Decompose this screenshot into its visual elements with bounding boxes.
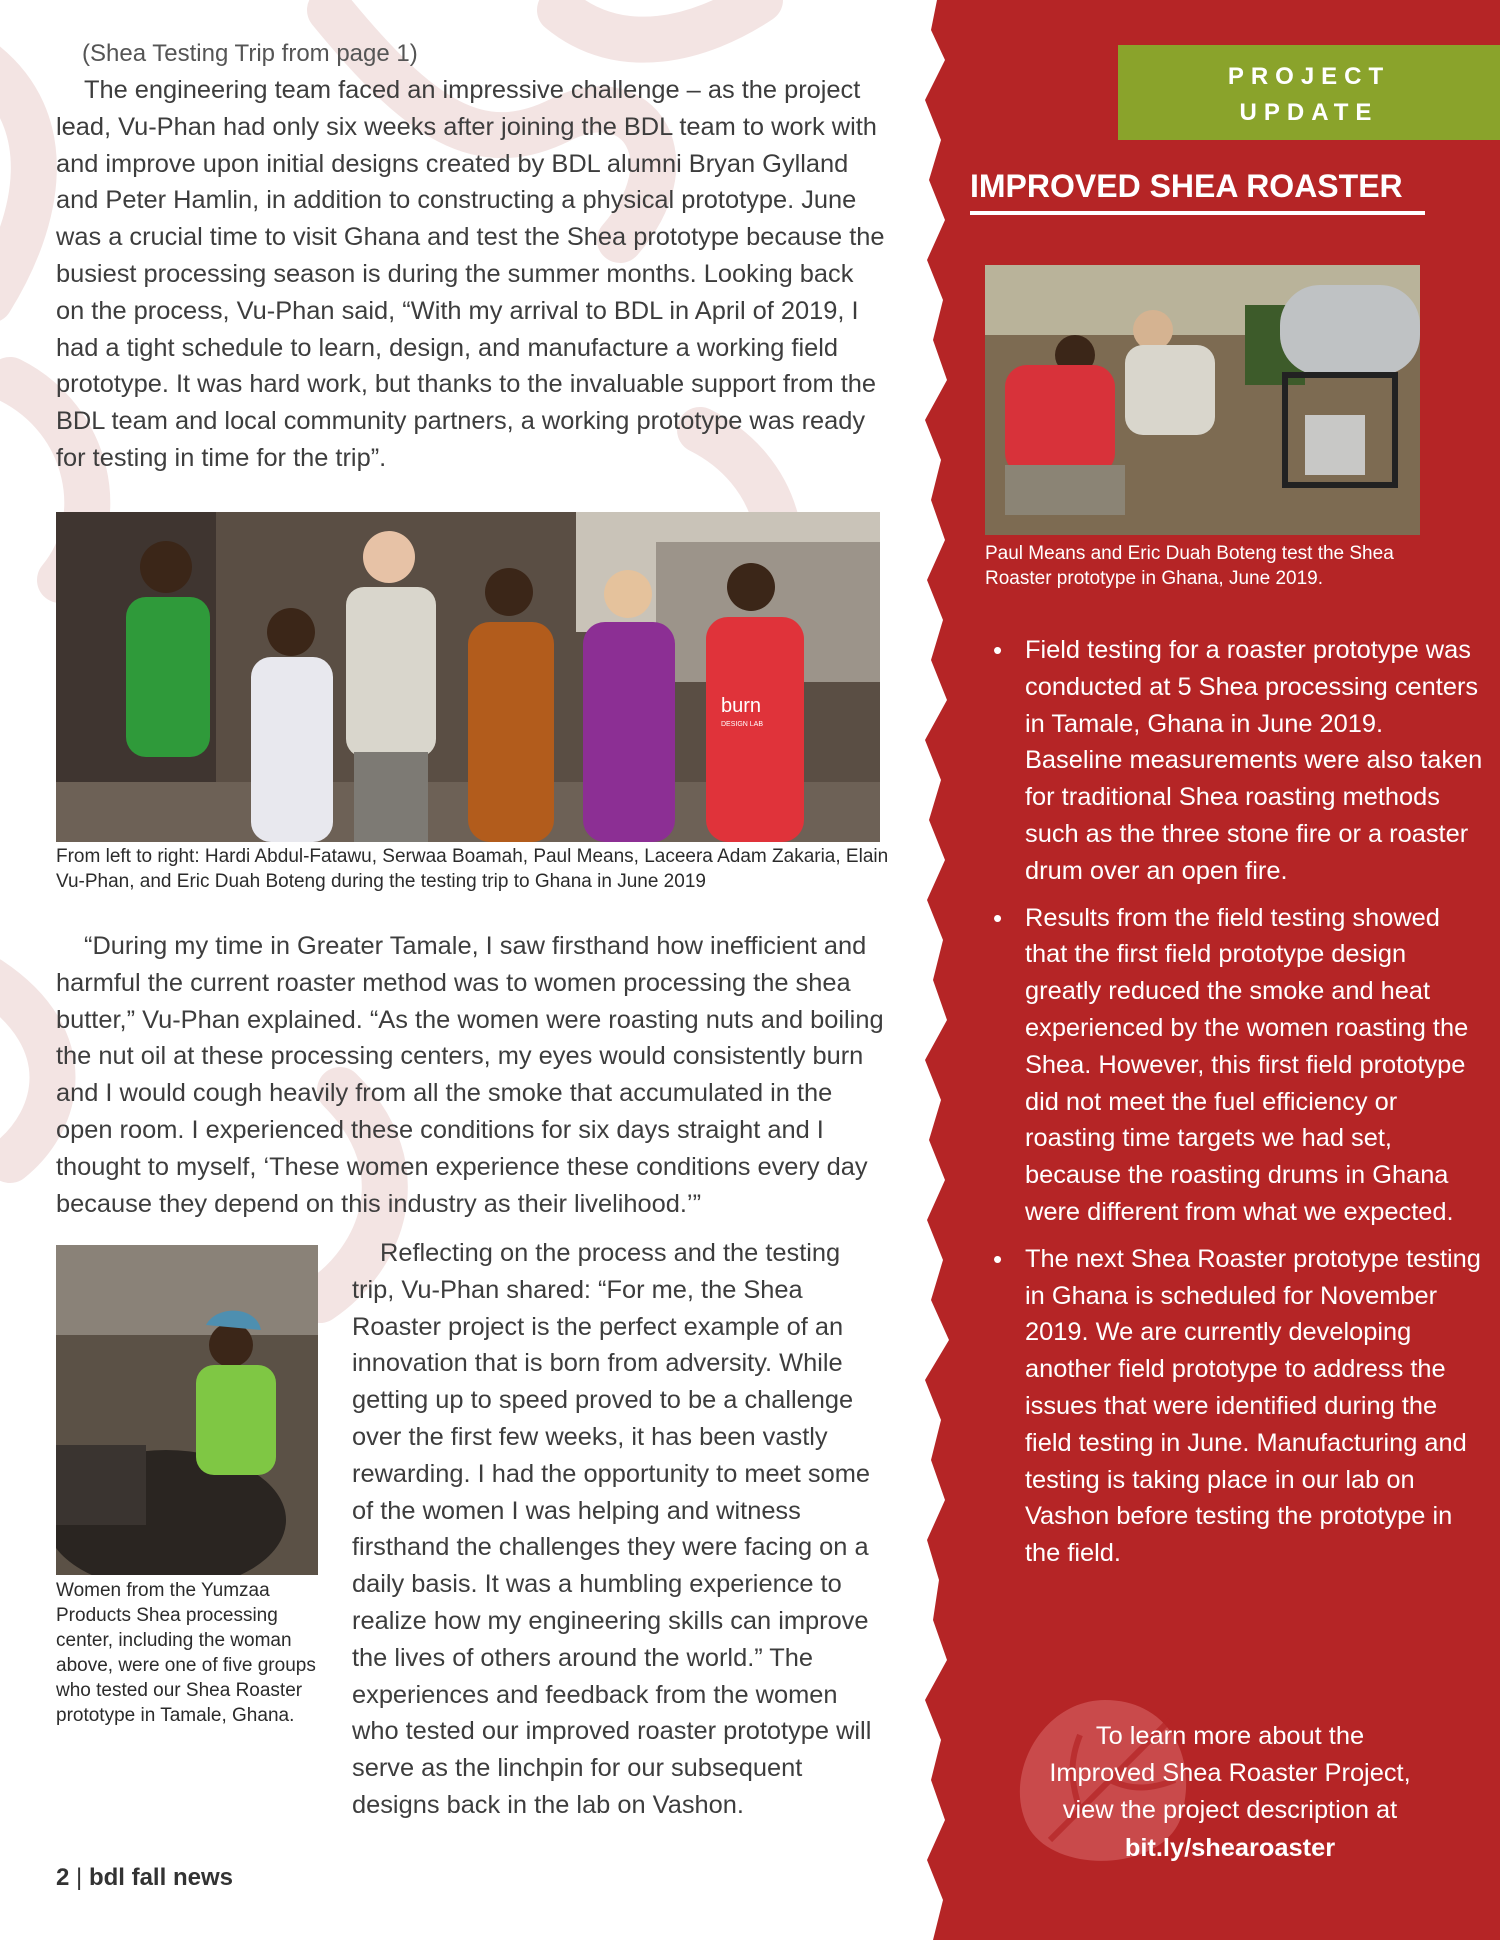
woman-photo-caption: Women from the Yumzaa Products Shea processing center, including the woman above, were one of five groups who tested our Shea Roaster prototype in Tamale, Ghana. (56, 1580, 316, 1726)
group-photo-caption: From left to right: Hardi Abdul-Fatawu, Serwaa Boamah, Paul Means, Laceera Adam Zakaria, Elain Vu-Phan, and Eric Duah Boteng during the testing trip to Ghana in June 2019 (56, 846, 889, 892)
update-bullet-list (985, 632, 1485, 1582)
roaster-test-photo (985, 265, 1420, 535)
bullet-item: • Field testing for a roaster prototype was conducted at 5 Shea processing centers in Tamale, Ghana in June 2019. Baseline measurements were also taken for traditional Shea roasting methods such as the three stone fire or a roaster drum over an open fire. (1025, 632, 1485, 890)
shirt-logo-text: burn (721, 695, 762, 717)
bullet-item: • The next Shea Roaster prototype testing in Ghana is scheduled for November 2019. We are currently developing another field prototype to address the issues that were identified during the field testing in June. Manufacturing and testing is taking place in our lab on Vashon before testing the prototype in the field. (1025, 1241, 1485, 1572)
badge-line-2: UPDATE (1239, 99, 1379, 126)
quote-paragraph: “During my time in Greater Tamale, I saw firsthand how inefficient and harmful the current roaster method was to women processing the shea butter,” Vu-Phan explained. “As the women were roasting nuts and boiling the nut oil at these processing centers, my eyes would consistently burn and I would cough heavily from all the smoke that accumulated in the open room. I experienced these conditions for six days straight and I thought to myself, ‘These women experience these conditions every day because they depend on this industry as their livelihood.’” (56, 932, 884, 1218)
project-update-badge (1118, 45, 1500, 140)
learn-more-block (1040, 1718, 1420, 1867)
page-footer (56, 1864, 233, 1892)
footer-separator: | (76, 1864, 83, 1891)
reflection-paragraph: Reflecting on the process and the testing trip, Vu-Phan shared: “For me, the Shea Roaster project is the perfect example of an innovation that is born from adversity. While getting up to speed proved to be a challenge over the first few weeks, it has been vastly rewarding. I had the opportunity to meet some of the women I was helping and witness firsthand the challenges they were facing on a daily basis. It was a humbling experience to realize how my engineering skills can improve the lives of others around the world.” The experiences and feedback from the women who tested our improved roaster prototype will serve as the linchpin for our subsequent designs back in the lab on Vashon. (352, 1239, 872, 1819)
page-number: 2 (56, 1864, 70, 1891)
intro-paragraph: The engineering team faced an impressive challenge – as the project lead, Vu-Phan had only six weeks after joining the BDL team to work with and improve upon initial designs created by BDL alumni Bryan Gylland and Peter Hamlin, in addition to constructing a physical prototype. June was a crucial time to visit Ghana and test the Shea prototype because the busiest processing season is during the summer months. Looking back on the process, Vu-Phan said, “With my arrival to BDL in April of 2019, I had a tight schedule to learn, design, and manufacture a working field prototype. It was hard work, but thanks to the invaluable support from the BDL team and local community partners, a working prototype was ready for testing in time for the trip”. (56, 76, 885, 472)
sidebar-title: IMPROVED SHEA ROASTER (970, 168, 1425, 215)
learn-more-text: To learn more about the Improved Shea Roaster Project, view the project description at (1049, 1722, 1411, 1824)
woman-roasting-photo (56, 1245, 318, 1575)
publication-name: bdl fall news (88, 1864, 233, 1891)
badge-line-1: PROJECT (1227, 63, 1391, 90)
shirt-logo-subtext: DESIGN LAB (721, 721, 764, 728)
continuation-note: (Shea Testing Trip from page 1) (82, 40, 418, 67)
group-photo (56, 512, 880, 842)
roaster-photo-caption: Paul Means and Eric Duah Boteng test the Shea Roaster prototype in Ghana, June 2019. (985, 543, 1394, 589)
bullet-item: • Results from the field testing showed that the first field prototype design greatly reduced the smoke and heat experienced by the women roasting the Shea. However, this first field prototype did not meet the fuel efficiency or roasting time targets we had set, because the roasting drums in Ghana were different from what we expected. (1025, 900, 1485, 1231)
project-link[interactable]: bit.ly/shearoaster (1124, 1834, 1336, 1863)
